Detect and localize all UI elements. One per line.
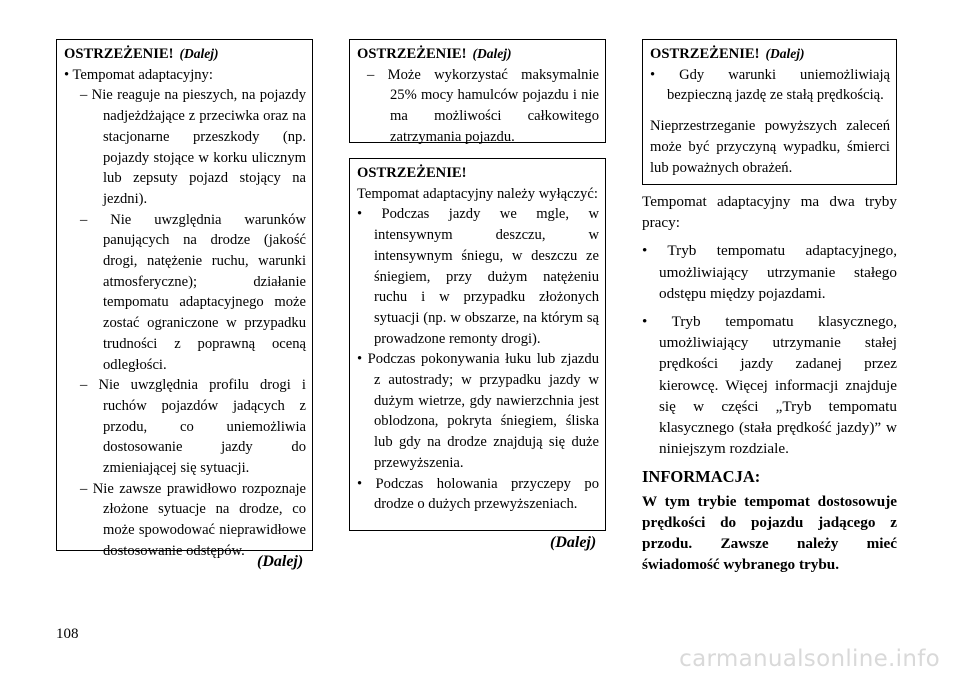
warning-box-col2-bottom (349, 158, 606, 531)
mode-item: • Tryb tempomatu adaptacyjnego, umożliwiający utrzymanie stałego odstępu między pojazdami. (642, 242, 897, 302)
modes-intro: Tempomat adaptacyjny ma dwa tryby pracy: (642, 193, 897, 232)
bullet-item: • Tempomat adaptacyjny: (64, 66, 213, 83)
dash-item: – Nie uwzględnia warunków panujących na drodze (jakość drogi, natężenie ruchu, warunki atmosferyczne); działanie tempomatu adaptacyjnego może zostać ograniczone w przypadku trudności z poprawną oceną odległości. (80, 211, 306, 373)
dash-item: – Nie uwzględnia profilu drogi i ruchów pojazdów jadących z przodu, co uniemożliwia dostosowanie jazdy do zmieniającej się sytuacji. (80, 377, 306, 477)
info-heading: INFORMACJA: (642, 467, 761, 487)
warning-heading: OSTRZEŻENIE! (Dalej) (64, 46, 219, 62)
continued-label: (Dalej) (179, 46, 219, 61)
continued-footer: (Dalej) (550, 534, 597, 551)
warning-box-col1 (56, 39, 313, 559)
bullet-item: • Podczas pokonywania łuku lub zjazdu z autostrady; w przypadku jazdy w dużym wietrze, gdy nawierzchnia jest oblodzona, pokryta śniegiem, śliska lub gdy na drodze znajdują się duże przewyższenia. (357, 351, 599, 471)
modes-section (642, 191, 897, 575)
continued-label: (Dalej) (472, 46, 512, 61)
dash-item: – Nie reaguje na pieszych, na pojazdy nadjeżdżające z przeciwka oraz na stacjonarne przeszkody (np. pojazdy stojące w korku ulicznym lub zepsuty pojazd stojący na jezdni). (80, 87, 306, 207)
bullet-item: • Podczas holowania przyczepy po drodze o dużych przewyższeniach. (357, 475, 599, 513)
info-text: W tym trybie tempomat dostosowuje prędkości do pojazdu jadącego z przodu. Zawsze należy mieć świadomość wybranego trybu. (642, 492, 897, 574)
watermark: carmanualsonline.info (679, 646, 940, 672)
mode-item: • Tryb tempomatu klasycznego, umożliwiający utrzymanie stałej prędkości jazdy zadanej przez kierowcę. Więcej informacji znajduje się w części „Tryb tempomatu klasycznego (stała prędkość jazdy)” w niniejszym rozdziale. (642, 313, 897, 458)
warning-heading: OSTRZEŻENIE! (357, 165, 467, 181)
warning-intro: Tempomat adaptacyjny należy wyłączyć: (357, 185, 598, 202)
warning-box-col2-top (349, 39, 606, 143)
continued-footer: (Dalej) (257, 553, 304, 570)
warning-box-col3 (642, 39, 897, 185)
warning-heading: OSTRZEŻENIE! (Dalej) (650, 46, 805, 62)
warning-heading: OSTRZEŻENIE! (Dalej) (357, 46, 512, 62)
dash-item: – Nie zawsze prawidłowo rozpoznaje złożone sytuacje na drodze, co może spowodować nieprawidłowe dostosowanie odstępów. (80, 480, 306, 559)
bullet-item: • Gdy warunki uniemożliwiają bezpieczną jazdę ze stałą prędkością. (650, 66, 890, 104)
dash-item: – Może wykorzystać maksymalnie 25% mocy hamulców pojazdu i nie ma możliwości całkowitego zatrzymania pojazdu. (367, 66, 599, 145)
page-number: 108 (56, 626, 79, 642)
continued-label: (Dalej) (765, 46, 805, 61)
bullet-item: • Podczas jazdy we mgle, w intensywnym deszczu, w intensywnym śniegu, w deszczu ze śniegiem, przy dużym natężeniu ruchu i w przypadku złożonych sytuacji (np. w obszarze, na którym są prowadzone remonty drogi). (357, 206, 599, 347)
warning-consequence: Nieprzestrzeganie powyższych zaleceń może być przyczyną wypadku, śmierci lub poważnych obrażeń. (650, 118, 890, 176)
